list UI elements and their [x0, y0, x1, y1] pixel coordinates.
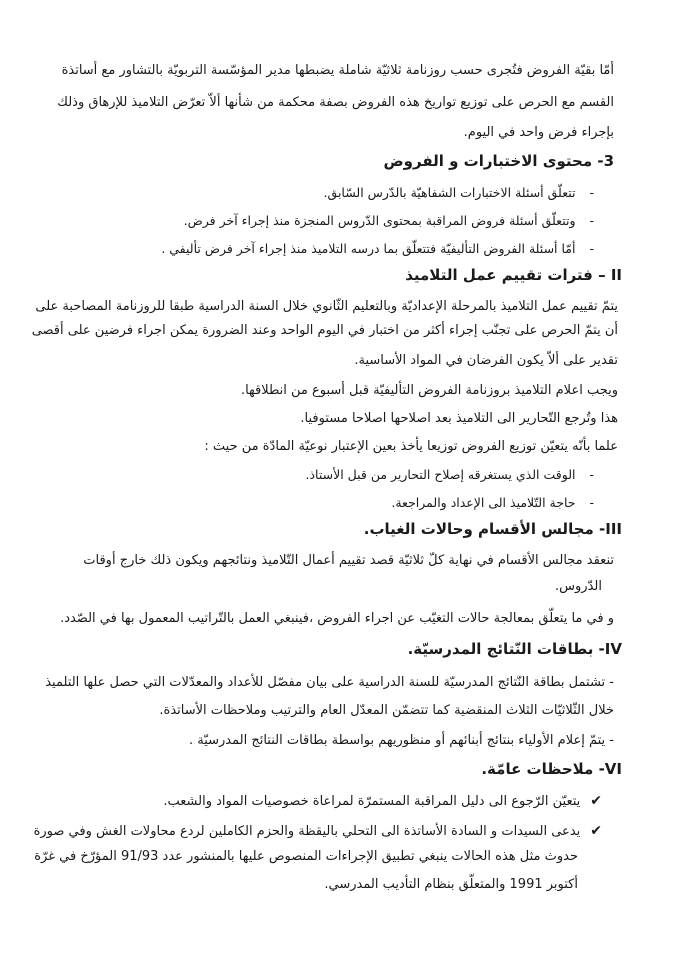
- s2-item-2: - حاجة التّلاميذ الى الإعداد والمراجعة.: [391, 494, 594, 512]
- s3b-para-3: و في ما يتعلّق بمعالجة حالات التغيّب عن اجراء الفروض ،فينبغي العمل بالتّراتيب المعمول بها في الصّدد.: [60, 611, 614, 626]
- s3-item-1: - تتعلّق أسئلة الاختبارات الشفاهيّة بالدّرس السّابق.: [324, 184, 594, 202]
- section-vi-heading: VI- ملاحظات عامّة.: [481, 760, 622, 778]
- s2-para-4: ويجب اعلام التلاميذ بروزنامة الفروض التأليفيّة قبل أسبوع من انطلاقها.: [240, 383, 618, 398]
- s3-item-3: - أمّا أسئلة الفروض التأليفيّة فتتعلّق بما درسه التلاميذ منذ إجراء آخر فرض تأليفي .: [161, 240, 594, 258]
- s2-para-3: تقدير على ألاّ يكون الفرضان في المواد الأساسية.: [354, 353, 618, 368]
- section-iv-heading: IV- بطاقات النّتائج المدرسيّة.: [407, 640, 622, 658]
- s2-para-1: يتمّ تقييم عمل التلاميذ بالمرحلة الإعداديّة وبالتعليم الثّانوي خلال السنة الدراسية طبقا للروزنامة المصاحبة على: [35, 299, 618, 314]
- s6-check-item-1: [163, 792, 602, 811]
- s3b-para-1: تنعقد مجالس الأقسام في نهاية كلّ ثلاثيّة قصد تقييم أعمال التّلاميذ ونتائجهم ويكون ذلك خارج أوقات: [83, 553, 614, 568]
- s2-para-6: علما بأنّه يتعيّن توزيع الفروض توزيعا يأخذ بعين الإعتبار نوعيّة المادّة من حيث :: [204, 439, 618, 454]
- s6-check-2-text: يدعى السيدات و السادة الأساتذة الى التحلي باليقظة والحزم الكاملين لردع محاولات الغش وفي صورة: [33, 824, 581, 839]
- s6-para-4: أكتوبر 1991 والمتعلّق بنظام التأديب المدرسي.: [324, 877, 578, 892]
- s3b-para-2: الدّروس.: [555, 579, 602, 594]
- section-3-heading: 3- محتوى الاختبارات و الفروض: [383, 152, 614, 170]
- intro-line-1: أمّا بقيّة الفروض فتُجرى حسب روزنامة ثلاثيّة شاملة يضبطها مدير المؤسّسة التربويّة بالتشاور مع أساتذة: [61, 63, 614, 78]
- s2-para-5: هذا وتُرجع التّحارير الى التلاميذ بعد اصلاحها اصلاحا مستوفيا.: [300, 411, 618, 426]
- intro-line-3: بإجراء فرض واحد في اليوم.: [463, 125, 614, 140]
- check-icon: ✔: [590, 823, 602, 839]
- s4-para-2: خلال الثّلاثيّات الثلاث المنقضية كما تتضمّن المعدّل العام والترتيب وملاحظات الأساتذة.: [159, 703, 614, 718]
- s3-item-2: - وتتعلّق أسئلة فروض المراقبة بمحتوى الدّروس المنجزة منذ إجراء آخر فرض.: [184, 212, 594, 230]
- intro-line-2: القسم مع الحرص على توزيع تواريخ هذه الفروض بصفة محكمة من شأنها ألاّ تعرّض التلاميذ للإرهاق وذلك: [57, 95, 614, 110]
- s4-para-1: - تشتمل بطاقة النّتائج المدرسيّة للسنة الدراسية على بيان مفصّل للأعداد والمعدّلات التي حصل علها التلميذ: [45, 675, 614, 690]
- section-ii-heading: II – فترات تقييم عمل التلاميذ: [405, 266, 622, 284]
- check-icon: ✔: [590, 793, 602, 809]
- s4-para-3: - يتمّ إعلام الأولياء بنتائج أبنائهم أو منظوريهم بواسطة بطاقات النتائج المدرسيّة .: [188, 733, 614, 748]
- s6-check-item-2: [34, 822, 602, 841]
- s6-check-1-text: يتعيّن الرّجوع الى دليل المراقبة المستمرّة لمراعاة خصوصيات المواد والشعب.: [163, 794, 581, 809]
- section-iii-heading: III- مجالس الأقسام وحالات الغياب.: [363, 520, 622, 538]
- s2-item-1: - الوقت الذي يستغرقه إصلاح التحارير من قبل الأستاذ.: [305, 466, 594, 484]
- s2-para-2: أن يتمّ الحرص على تجنّب إجراء أكثر من اختبار في اليوم الواحد وعند الضرورة يمكن اجراء فرضين على أقصى: [31, 323, 618, 338]
- s6-para-3: حدوث مثل هذه الحالات ينبغي تطبيق الإجراءات المنصوص عليها بالمنشور عدد 91/93 المؤرّخ في غرّة: [34, 849, 578, 864]
